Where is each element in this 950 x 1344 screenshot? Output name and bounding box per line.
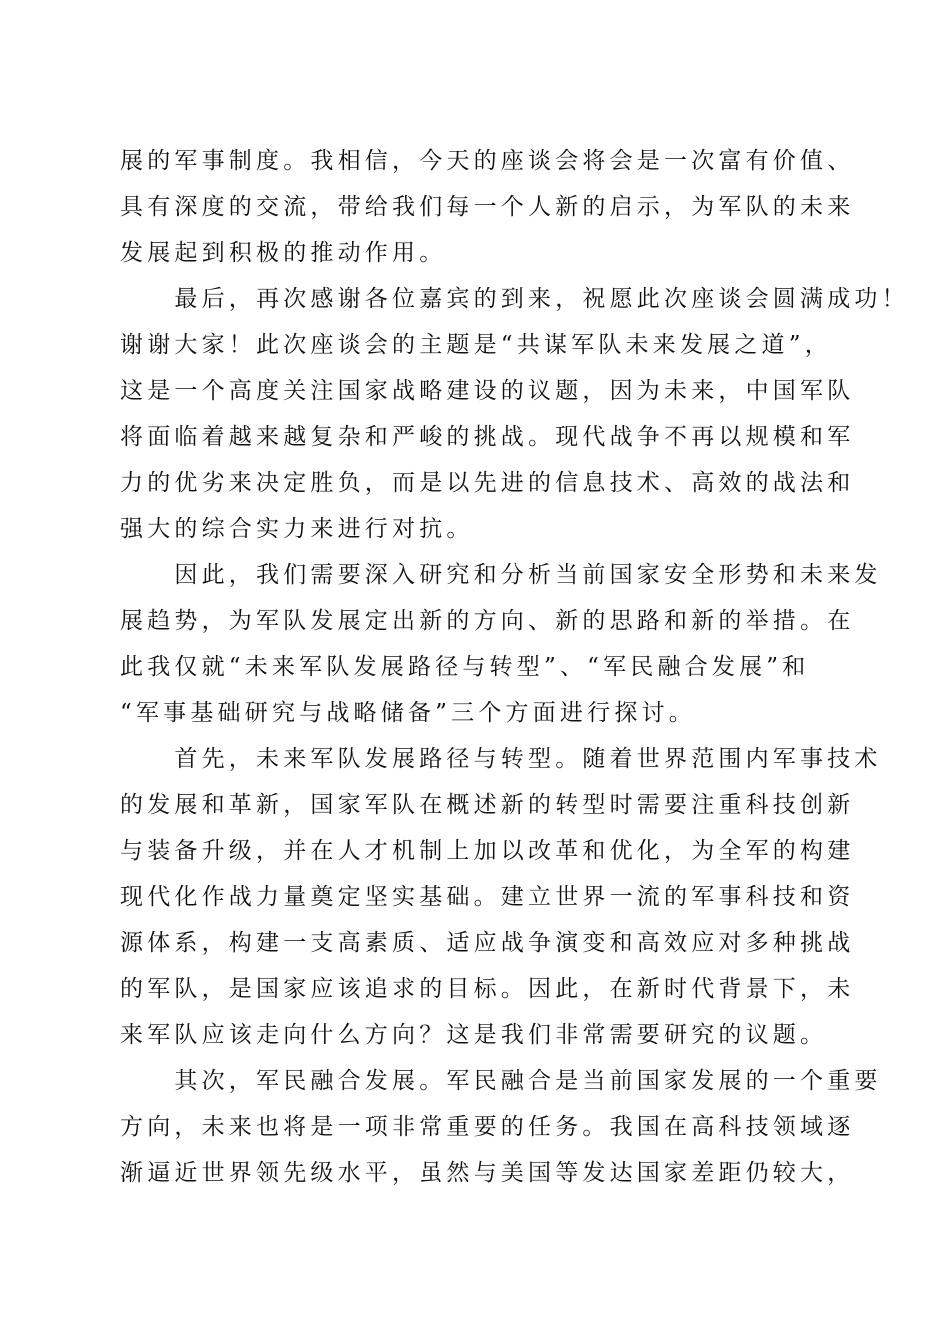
text-line: 发展起到积极的推动作用。	[120, 240, 447, 266]
text-line: 最后，再次感谢各位嘉宾的到来，祝愿此次座谈会圆满成功！	[120, 286, 909, 312]
text-line: 因此，我们需要深入研究和分析当前国家安全形势和未来发	[120, 562, 882, 588]
text-line: 方向，未来也将是一项非常重要的任务。我国在高科技领域逐	[120, 1114, 855, 1140]
text-line: 展的军事制度。我相信，今天的座谈会将会是一次富有价值、	[120, 148, 855, 174]
text-line: 力的优劣来决定胜负，而是以先进的信息技术、高效的战法和	[120, 470, 855, 496]
text-line: 现代化作战力量奠定坚实基础。建立世界一流的军事科技和资	[120, 884, 855, 910]
text-line: 渐逼近世界领先级水平，虽然与美国等发达国家差距仍较大，	[120, 1160, 855, 1186]
text-line: 源体系，构建一支高素质、适应战争演变和高效应对多种挑战	[120, 930, 855, 956]
text-line: 与装备升级，并在人才机制上加以改革和优化，为全军的构建	[120, 838, 855, 864]
text-line: 谢谢大家！此次座谈会的主题是“共谋军队未来发展之道”，	[120, 332, 832, 358]
text-line: 具有深度的交流，带给我们每一个人新的启示，为军队的未来	[120, 194, 855, 220]
text-line: 这是一个高度关注国家战略建设的议题，因为未来，中国军队	[120, 378, 855, 404]
text-line: “军事基础研究与战略储备”三个方面进行探讨。	[120, 700, 696, 726]
text-line: 首先，未来军队发展路径与转型。随着世界范围内军事技术	[120, 746, 882, 772]
text-line: 来军队应该走向什么方向？这是我们非常需要研究的议题。	[120, 1022, 828, 1048]
body-text	[120, 138, 909, 1196]
text-line: 展趋势，为军队发展定出新的方向、新的思路和新的举措。在	[120, 608, 855, 634]
text-line: 此我仅就“未来军队发展路径与转型”、“军民融合发展”和	[120, 654, 810, 680]
text-line: 的军队，是国家应该追求的目标。因此，在新时代背景下，未	[120, 976, 855, 1002]
text-line: 将面临着越来越复杂和严峻的挑战。现代战争不再以规模和军	[120, 424, 855, 450]
text-line: 其次，军民融合发展。军民融合是当前国家发展的一个重要	[120, 1068, 882, 1094]
text-line: 的发展和革新，国家军队在概述新的转型时需要注重科技创新	[120, 792, 855, 818]
text-line: 强大的综合实力来进行对抗。	[120, 516, 474, 542]
